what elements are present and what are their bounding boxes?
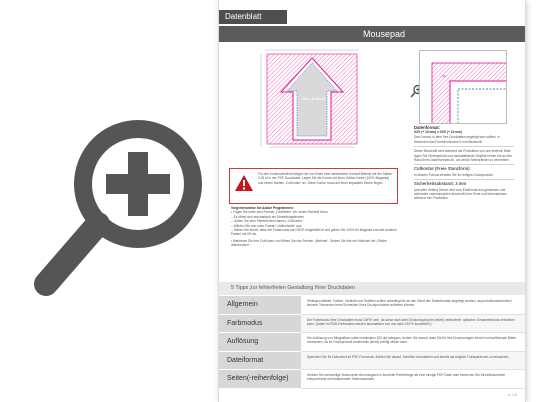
notes-heading: Vorgehensweise bei Adobe Programmen: (231, 206, 294, 210)
version-label: v. 1.0 (508, 393, 517, 397)
format-text: Das Format, in dem Ihre Druckdaten angelegt sein sollten, in Klammern das Format inklusive 5 mm Beschnitt. (414, 135, 500, 144)
warning-text: Für den Konturschnitt benötigen wir von Ihnen eine vektorisierte Kontur/Hilfslinie mit der Stärke 0,25 pt in der PDF-Druckdatei. Legen Sie die Kontur mit einer Vollton-Farbe (100% Magenta) und einem Namen „CutKontur“ an. Diese Kontur muss auf einer separaten Ebene liegen. (258, 172, 392, 185)
tip-row (219, 296, 525, 315)
tip-text: Hintergrundbilder, Farben, Verläufe und Grafiken sollten unbedingt bis an den Rand des Datenformats angelegt werden, da produktionstechnisch kleinere Toleranzen beim Schneiden Ihres Druckproduktes auftreten können. (301, 296, 525, 315)
notes-line: – Geben Sie dem Farbfeld den Namen „CutKontur“. (231, 219, 304, 224)
notes-line: • Markieren Sie Ihre CutKontur und öffnen Sie das Fenster „Attribute“. Setzen Sie hier ein Häkchen bei „Fläche überdrucken“. (231, 238, 387, 248)
adobe-notes (231, 206, 401, 248)
datasheet-page[interactable] (219, 0, 525, 402)
tip-label: Auflösung (219, 333, 301, 352)
datasheet-tag: Datenblatt (219, 10, 287, 24)
info-column (414, 122, 514, 203)
tip-label: Allgemein (219, 296, 301, 315)
notes-line: – Es öffnet sich automatisch ein Einstellungsfenster. (231, 214, 305, 219)
tip-row (219, 352, 525, 371)
format-line: XXX (+ 10 mm) x XXX (+ 10 mm) (414, 130, 463, 134)
tip-text: Die Auflösung von Bildgrafiken sollte mindestens 300 dpi betragen. Achten Sie darauf, dass Sie für Ihre Druckvorlagen immer hochauflösende Bilder verwenden, da Ihr Druckprodukt andernfalls (leicht) pixelig wirken kann. (301, 333, 525, 352)
tips-title: 5 Tipps zur fehlerfreien Gestaltung Ihrer Druckdaten (219, 282, 525, 295)
tip-text: Senden Sie mehrseitige Dokumente chronologisch in korrekter Reihenfolge als eine einzige PDF-Datei oder benennen Sie Einzeldokumente entsprechend mit fortlaufenden Seitennummern. (301, 370, 525, 389)
safety-heading: Sicherheitsabstand: 3 mm (414, 181, 467, 187)
tip-row (219, 315, 525, 334)
tip-text: Speichern Sie Ihr Dokument im PDF-Format ab. Achten Sie darauf, Schriften einzubetten und bereits als möglich Transparenzen zu reduzieren. (301, 352, 525, 371)
drawing-label: Mein Entwurf (302, 96, 326, 101)
warning-icon (234, 174, 254, 192)
safety-text: (auf allen Seiten) Dieser wird vom Endformat aus gemessen und verhindert unerwünschten Anschnitt Ihrer Texte und Informationen während der Produktion. (414, 187, 507, 201)
page-title-banner (219, 26, 525, 42)
notes-line: • Fügen Sie unter dem Fenster „Farbfelder“ ein neues Farbfeld hinzu. (231, 210, 329, 215)
tip-row (219, 333, 525, 352)
format-text-2: Dieser Beschnitt wird während der Produktion von uns entfernt. Bitte legen Sie Hintergründe und randabfallende Objekte immer bis an den Rand Ihres Datenformats an, um weiße Seitenränder zu vermeiden. (414, 149, 512, 163)
format-heading: Datenformat: (414, 125, 441, 130)
tip-label: Dateiformat (219, 352, 301, 371)
tip-label: Seiten(-reihenfolge) (219, 370, 301, 389)
corner-detail-view (419, 50, 507, 124)
tip-row (219, 370, 525, 389)
warning-box (229, 168, 398, 204)
cut-text: In diesem Format erhalten Sie Ihr fertiges Druckprodukt. (414, 172, 494, 177)
tips-table (219, 296, 525, 389)
cut-heading: Cutkontur (Freie Stanzform) (414, 166, 470, 172)
tip-label: Farbmodus (219, 315, 301, 334)
tip-text: Der Farbmodus Ihrer Druckdaten muss CMYK sein, da sonst nach dem Druckvorgang ein (leicht) veränderter, optischer Gesamteindruck entstehen kann. (Daten im RGB-Farbmodus werden automatisch von uns nach CMYK konvertiert.) (301, 315, 525, 334)
page-title: Mousepad (362, 29, 405, 39)
notes-line: – Wählen Sie nun unter Farbart „Volltonfarbe“ aus. (231, 223, 303, 228)
notes-line: – Stellen Sie sicher, dass der Farbmodus auf CMYK eingestellt ist und geben Sie 100% für Magenta und alle anderen Farben mit 0% an. (231, 228, 397, 237)
svg-text:✂: ✂ (442, 74, 447, 80)
zoom-in-icon[interactable] (32, 112, 210, 302)
